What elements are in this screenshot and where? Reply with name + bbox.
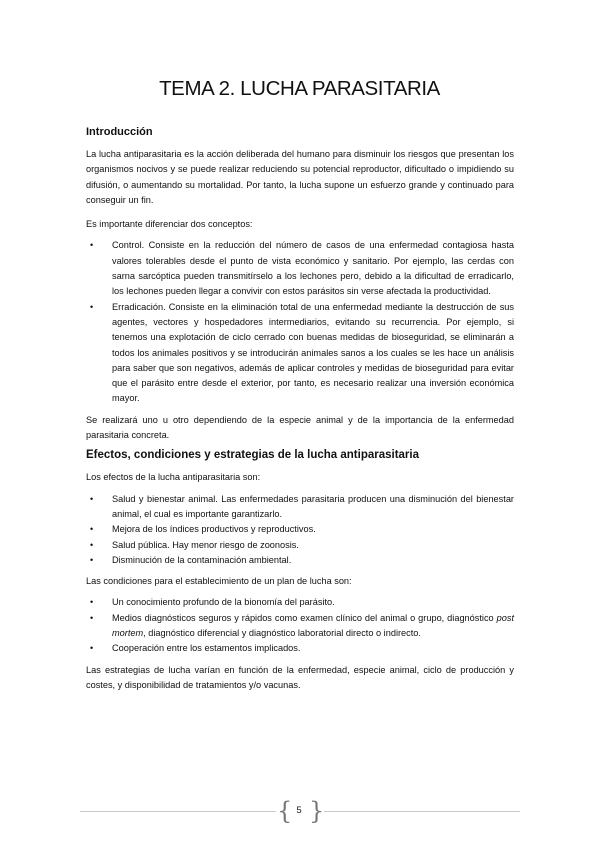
effects-lead: Los efectos de la lucha antiparasitaria son: — [86, 472, 261, 483]
bullet-icon: • — [90, 643, 94, 654]
footer-rule-right — [324, 811, 520, 812]
concepts-lead: Es importante diferenciar dos conceptos: — [86, 219, 253, 230]
list-item-text: Salud y bienestar animal. Las enfermedades parasitaria producen una disminución del bienestar animal, el cual es importante garantizarlo. — [112, 493, 514, 519]
section-heading-effects: Efectos, condiciones y estrategias de la lucha antiparasitaria — [86, 449, 419, 462]
list-item — [86, 553, 514, 568]
list-item — [86, 595, 514, 610]
list-item-text: , diagnóstico diferencial y diagnóstico laboratorial directo o indirecto. — [143, 628, 421, 639]
concepts-list — [86, 238, 514, 406]
list-item-text: Erradicación. Consiste en la eliminación total de una enfermedad mediante la destrucción de sus agentes, vectores y hospedadores intermediarios, evitando su recurrencia. Por ejemplo, si tenemos una explotación de ciclo cerrado con buenas medidas de bioseguridad, se eliminarán a todos los animales positivos y se introducirán animales sanos a los cuales se les hace un análisis para saber que son negativos, además de aplicar controles y medidas de bioseguridad para evitar que el parásito entre desde el exterior, por tanto, es necesario realizar una inversión económica mayor. — [112, 301, 514, 404]
bullet-icon: • — [90, 554, 94, 565]
list-item-text: Salud pública. Hay menor riesgo de zoonosis. — [112, 539, 299, 550]
bullet-icon: • — [90, 612, 94, 623]
list-item-text: Disminución de la contaminación ambiental. — [112, 554, 292, 565]
page-title: TEMA 2. LUCHA PARASITARIA — [159, 77, 440, 100]
page-footer — [80, 798, 520, 826]
concepts-closing: Se realizará uno u otro dependiendo de la especie animal y de la importancia de la enfermedad parasitaria concreta. — [86, 414, 514, 441]
conditions-lead: Las condiciones para el establecimiento de un plan de lucha son: — [86, 576, 352, 587]
right-brace-icon: } — [309, 797, 325, 825]
list-item-text: Cooperación entre los estamentos implicados. — [112, 643, 301, 654]
bullet-icon: • — [90, 301, 94, 312]
conditions-list — [86, 595, 514, 656]
list-item-erradicacion — [86, 300, 514, 407]
bullet-icon: • — [90, 240, 94, 251]
list-item-control — [86, 238, 514, 299]
list-item — [86, 641, 514, 656]
list-item — [86, 522, 514, 537]
page-number: 5 — [296, 805, 302, 816]
bullet-icon: • — [90, 597, 94, 608]
list-item — [86, 492, 514, 523]
bullet-icon: • — [90, 539, 94, 550]
list-item-text: Medios diagnósticos seguros y rápidos como examen clínico del animal o grupo, diagnóstico — [112, 612, 497, 623]
list-item-text: Mejora de los índices productivos y reproductivos. — [112, 524, 316, 535]
italic-term: post mortem — [112, 612, 514, 639]
footer-rule-left — [80, 811, 276, 812]
bullet-icon: • — [90, 493, 94, 504]
list-item — [86, 538, 514, 553]
page-content — [86, 126, 514, 693]
bullet-icon: • — [90, 524, 94, 535]
left-brace-icon: { — [277, 797, 293, 825]
section-heading-intro: Introducción — [86, 126, 153, 138]
intro-paragraph: La lucha antiparasitaria es la acción deliberada del humano para disminuir los riesgos que presentan los organismos nocivos y se puede realizar reduciendo su potencial reproductor, dificultado o impidiendo su difusión, o aumentando su mortalidad. Por tanto, la lucha supone un esfuerzo grande y continuado para conseguir un fin. — [86, 149, 514, 205]
list-item-text: Un conocimiento profundo de la bionomía del parásito. — [112, 597, 335, 608]
list-item — [86, 611, 514, 642]
effects-list — [86, 492, 514, 568]
list-item-text: Control. Consiste en la reducción del número de casos de una enfermedad contagiosa hasta valores tolerables desde el punto de vista económico y sanitario. Por ejemplo, las cerdas con sarna sarcóptica pueden transmitírselo a los lechones pero, debido a la dificultad de erradicarlo, los lechones pueden llegar a convivir con estos parásitos sin verse afectada la productividad. — [112, 240, 514, 297]
strategies-paragraph: Las estrategias de lucha varían en función de la enfermedad, especie animal, ciclo de producción y costes, y disponibilidad de tratamientos y/o vacunas. — [86, 664, 514, 690]
